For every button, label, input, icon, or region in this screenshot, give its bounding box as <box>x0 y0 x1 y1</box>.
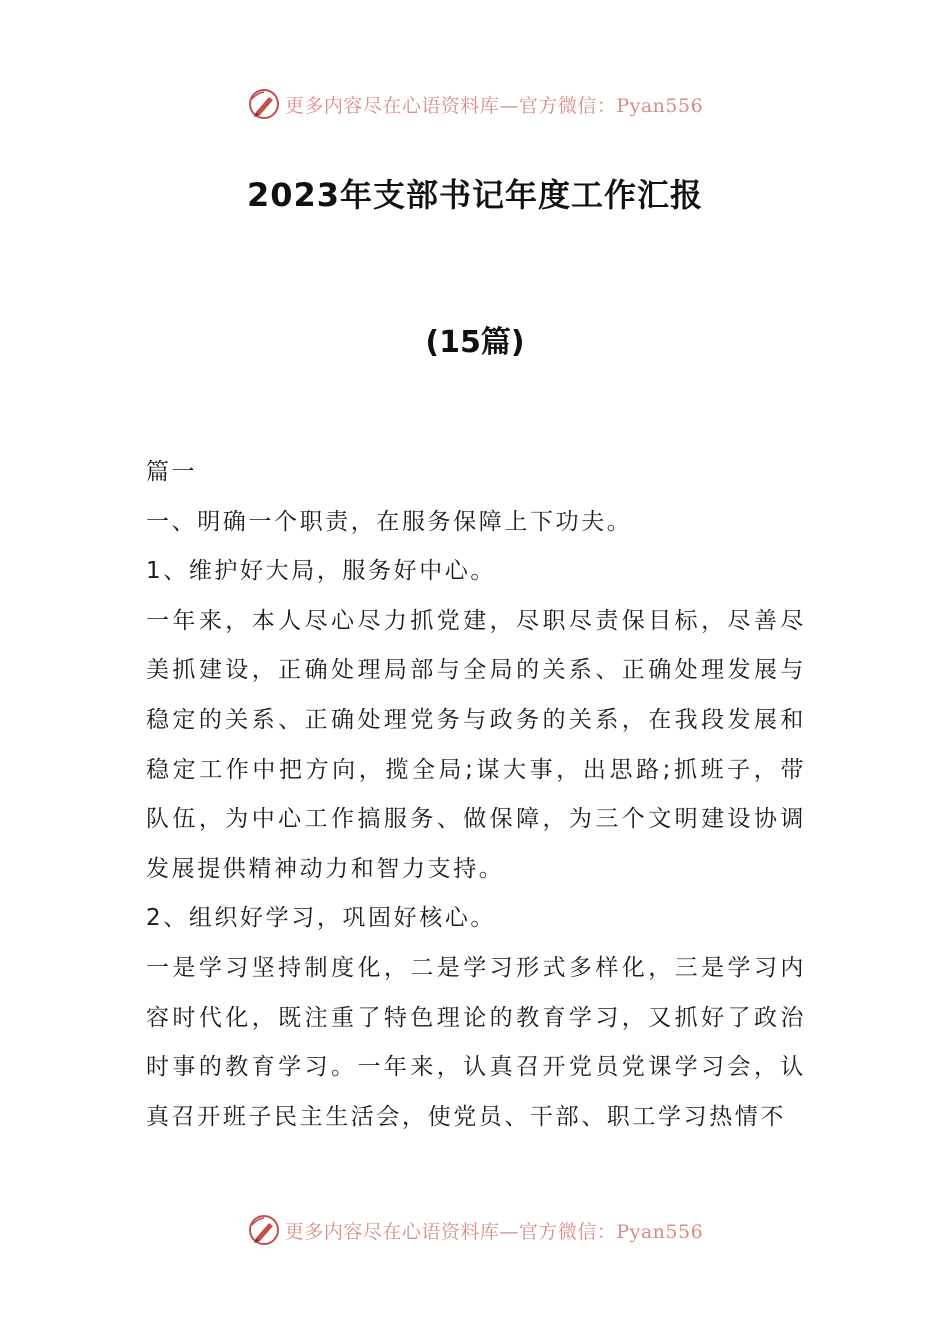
paragraph: 2、组织好学习，巩固好核心。 <box>146 905 497 932</box>
paragraph: 一是学习坚持制度化，二是学习形式多样化，三是学习内容时代化，既注重了特色理论的教育学习，又抓好了政治时事的教育学习。一年来，认真召开党员党课学习会，认真召开班子民主生活会，使党员、干部、职工学习热情不 <box>146 954 806 1130</box>
pen-logo-icon <box>247 1213 281 1247</box>
watermark-text: 更多内容尽在心语资料库—官方微信：Pyan556 <box>284 1220 704 1243</box>
pen-logo-icon <box>247 87 281 121</box>
section-heading: 篇一 <box>146 459 198 485</box>
document-body <box>146 448 806 1142</box>
document-title: 2023年支部书记年度工作汇报 <box>246 176 704 214</box>
paragraph: 一、明确一个职责，在服务保障上下功夫。 <box>146 508 633 535</box>
paragraph: 1、维护好大局，服务好中心。 <box>146 558 497 585</box>
footer-watermark <box>0 1210 950 1250</box>
paragraph: 一年来，本人尽心尽力抓党建，尽职尽责保目标，尽善尽美抓建设，正确处理局部与全局的关系、正确处理发展与稳定的关系、正确处理党务与政务的关系，在我段发展和稳定工作中把方向，揽全局;谋大事，出思路;抓班子，带队伍，为中心工作搞服务、做保障，为三个文明建设协调发展提供精神动力和智力支持。 <box>146 607 806 882</box>
document-subtitle: (15篇) <box>425 325 525 360</box>
header-watermark <box>0 84 950 124</box>
watermark-text: 更多内容尽在心语资料库—官方微信：Pyan556 <box>284 94 704 117</box>
